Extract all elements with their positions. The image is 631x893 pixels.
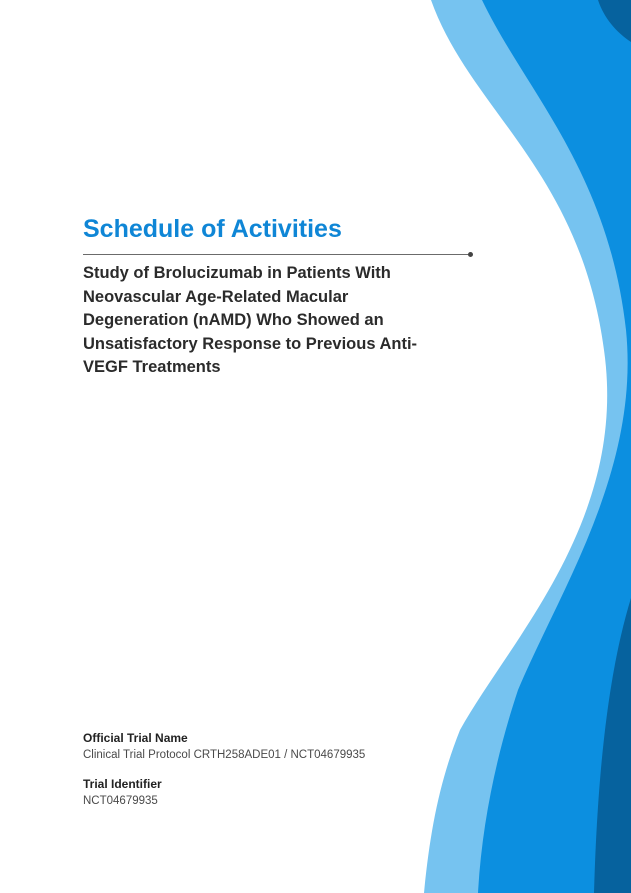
trial-identifier-block	[83, 776, 423, 810]
official-trial-name-block	[83, 730, 423, 764]
trial-identifier-value: NCT04679935	[83, 795, 158, 807]
divider-dot	[468, 252, 473, 257]
official-trial-name-label: Official Trial Name	[83, 731, 188, 745]
title-divider	[83, 254, 470, 255]
document-subtitle: Study of Brolucizumab in Patients With Neovascular Age-Related Macular Degeneration (nAMD) Who Showed an Unsatisfactory Response to Previous Anti-VEGF Treatments	[83, 264, 418, 376]
trial-identifier-label: Trial Identifier	[83, 777, 162, 791]
official-trial-name-value: Clinical Trial Protocol CRTH258ADE01 / NCT04679935	[83, 749, 366, 761]
document-title: Schedule of Activities	[83, 215, 342, 243]
trial-info	[83, 730, 423, 810]
